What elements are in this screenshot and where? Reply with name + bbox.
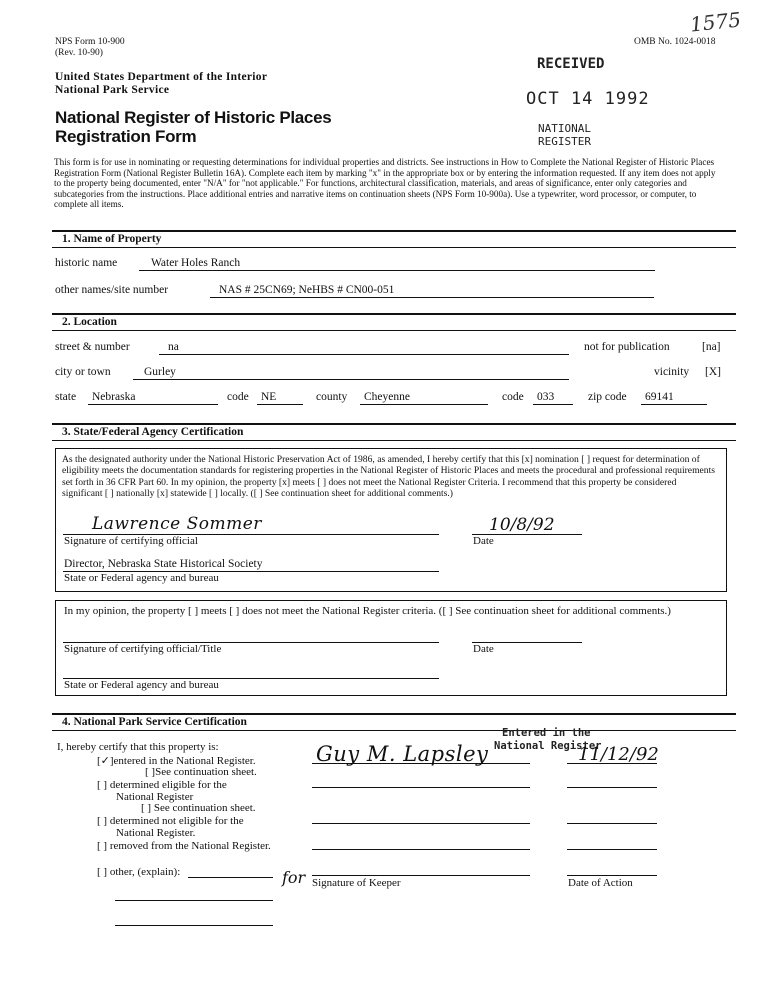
option-entered-continuation[interactable]: [ ]See continuation sheet. [145, 766, 257, 778]
section-4-heading: 4. National Park Service Certification [52, 713, 736, 731]
entered-stamp-line1: Entered in the [502, 727, 591, 739]
received-stamp: RECEIVED [537, 56, 605, 72]
keeper-line-3 [312, 823, 530, 824]
date2-label: Date [473, 643, 494, 655]
stamp-national: NATIONAL [538, 122, 591, 135]
date-of-action-label: Date of Action [568, 877, 633, 889]
option-eligible-line2: National Register [116, 791, 194, 803]
certification-text: As the designated authority under the National Historic Preservation Act of 1986, as amended, I hereby certify that this [x] nomination [ ] request for determination of eligibility meets the documentation standards for registering properties in the National Register of Historic Places and meets the procedural and professional requirements set forth in 36 CFR Part 60. In my opinion, the property [x] meets [ ] does not meet the National Register Criteria. I recommend that this property be considered significant [ ] nationally [x] statewide [ ] locally. ([ ] See continuation sheet for additional comments.) [62, 454, 715, 499]
action-date-line-2 [567, 787, 657, 788]
state-label: state [55, 391, 77, 403]
vicinity-label: vicinity [654, 366, 690, 378]
certifying-official-signature: Lawrence Sommer [92, 514, 262, 534]
state-code-value[interactable]: NE [261, 391, 277, 403]
certification-date-value: 10/8/92 [489, 515, 555, 535]
date-label: Date [473, 535, 494, 547]
other-names-value[interactable]: NAS # 25CN69; NeHBS # CN00-051 [219, 284, 395, 296]
other-names-label: other names/site number [55, 284, 169, 296]
county-code-label: code [502, 391, 524, 403]
city-label: city or town [55, 366, 111, 378]
action-date-line-3 [567, 823, 657, 824]
action-date-line-1 [567, 763, 657, 764]
signature-of-keeper-label: Signature of Keeper [312, 877, 401, 889]
omb-number: OMB No. 1024-0018 [634, 37, 716, 47]
keeper-signature: Guy M. Lapsley [316, 742, 489, 766]
form-revision: (Rev. 10-90) [55, 48, 103, 58]
option-other[interactable]: [ ] other, (explain): [97, 866, 181, 878]
county-code-line [533, 404, 573, 405]
street-value[interactable]: na [168, 341, 179, 353]
instructions-paragraph: This form is for use in nominating or requesting determinations for individual properties and districts. See instructions in How to Complete the National Register of Historic Places Registration Form (National Register Bulletin 16A). Complete each item by marking "x" in the appropriate box or by entering the information requested. If any item does not apply to the property being documented, enter "N/A" for "not applicable." For functions, architectural classification, materials, and areas of significance, enter only categories and subcategories from the instructions. Place additional entries and narrative items on continuation sheets (NPS Form 10-900a). Use a typewriter, word processor, or computer, to complete all items. [54, 157, 716, 210]
county-value[interactable]: Cheyenne [364, 391, 410, 403]
other-explain-line-2 [115, 900, 273, 901]
service: National Park Service [55, 84, 170, 96]
state-code-line [257, 404, 303, 405]
agency-value: Director, Nebraska State Historical Society [64, 558, 263, 570]
zip-line [641, 404, 707, 405]
other-names-line [210, 297, 654, 298]
historic-name-line [139, 270, 655, 271]
zip-label: zip code [588, 391, 627, 403]
vicinity-value[interactable]: [X] [705, 366, 721, 378]
action-date-line-5 [567, 875, 657, 876]
signature2-label: Signature of certifying official/Title [64, 643, 222, 655]
nps-intro: I, hereby certify that this property is: [57, 741, 219, 753]
not-for-publication-label: not for publication [584, 341, 670, 353]
option-entered[interactable]: [✓]entered in the National Register. [97, 755, 256, 767]
agency-label: State or Federal agency and bureau [64, 572, 219, 584]
county-code-value[interactable]: 033 [537, 391, 555, 403]
form-title-line2: Registration Form [55, 127, 197, 146]
street-line [159, 354, 569, 355]
county-line [360, 404, 488, 405]
opinion-text: In my opinion, the property [ ] meets [ ] does not meet the National Register criteria. ([ ] See continuation sheet for additional comments.) [64, 605, 671, 617]
historic-name-label: historic name [55, 257, 118, 269]
city-line [133, 379, 569, 380]
form-title-line1: National Register of Historic Places [55, 108, 332, 127]
not-for-publication-value[interactable]: [na] [702, 341, 721, 353]
department: United States Department of the Interior [55, 71, 268, 83]
other-explain-line-3 [115, 925, 273, 926]
city-value[interactable]: Gurley [144, 366, 176, 378]
signature-label: Signature of certifying official [64, 535, 198, 547]
option-eligible-continuation[interactable]: [ ] See continuation sheet. [141, 802, 256, 814]
other-explain-line-1 [188, 877, 273, 878]
stamp-register: REGISTER [538, 135, 591, 148]
option-not-eligible[interactable]: [ ] determined not eligible for the [97, 815, 244, 827]
state-value[interactable]: Nebraska [92, 391, 136, 403]
section-2-heading: 2. Location [52, 313, 736, 331]
state-code-label: code [227, 391, 249, 403]
option-not-eligible-line2: National Register. [116, 827, 196, 839]
state-line [88, 404, 218, 405]
keeper-line-2 [312, 787, 530, 788]
keeper-date: 11/12/92 [578, 744, 659, 765]
keeper-line-5 [312, 875, 530, 876]
zip-value[interactable]: 69141 [645, 391, 674, 403]
handwritten-number: 1575 [688, 7, 743, 37]
entered-stamp-line2: National Register [494, 740, 602, 752]
keeper-line-1 [312, 763, 530, 764]
county-label: county [316, 391, 348, 403]
received-date-stamp: OCT 14 1992 [526, 89, 650, 109]
option-eligible[interactable]: [ ] determined eligible for the [97, 779, 227, 791]
form-number: NPS Form 10-900 [55, 37, 125, 47]
section-3-heading: 3. State/Federal Agency Certification [52, 423, 736, 441]
option-removed[interactable]: [ ] removed from the National Register. [97, 840, 271, 852]
keeper-line-4 [312, 849, 530, 850]
street-label: street & number [55, 341, 130, 353]
action-date-line-4 [567, 849, 657, 850]
agency2-label: State or Federal agency and bureau [64, 679, 219, 691]
for-note: for [282, 868, 306, 887]
section-1-heading: 1. Name of Property [52, 230, 736, 248]
historic-name-value[interactable]: Water Holes Ranch [151, 257, 241, 269]
